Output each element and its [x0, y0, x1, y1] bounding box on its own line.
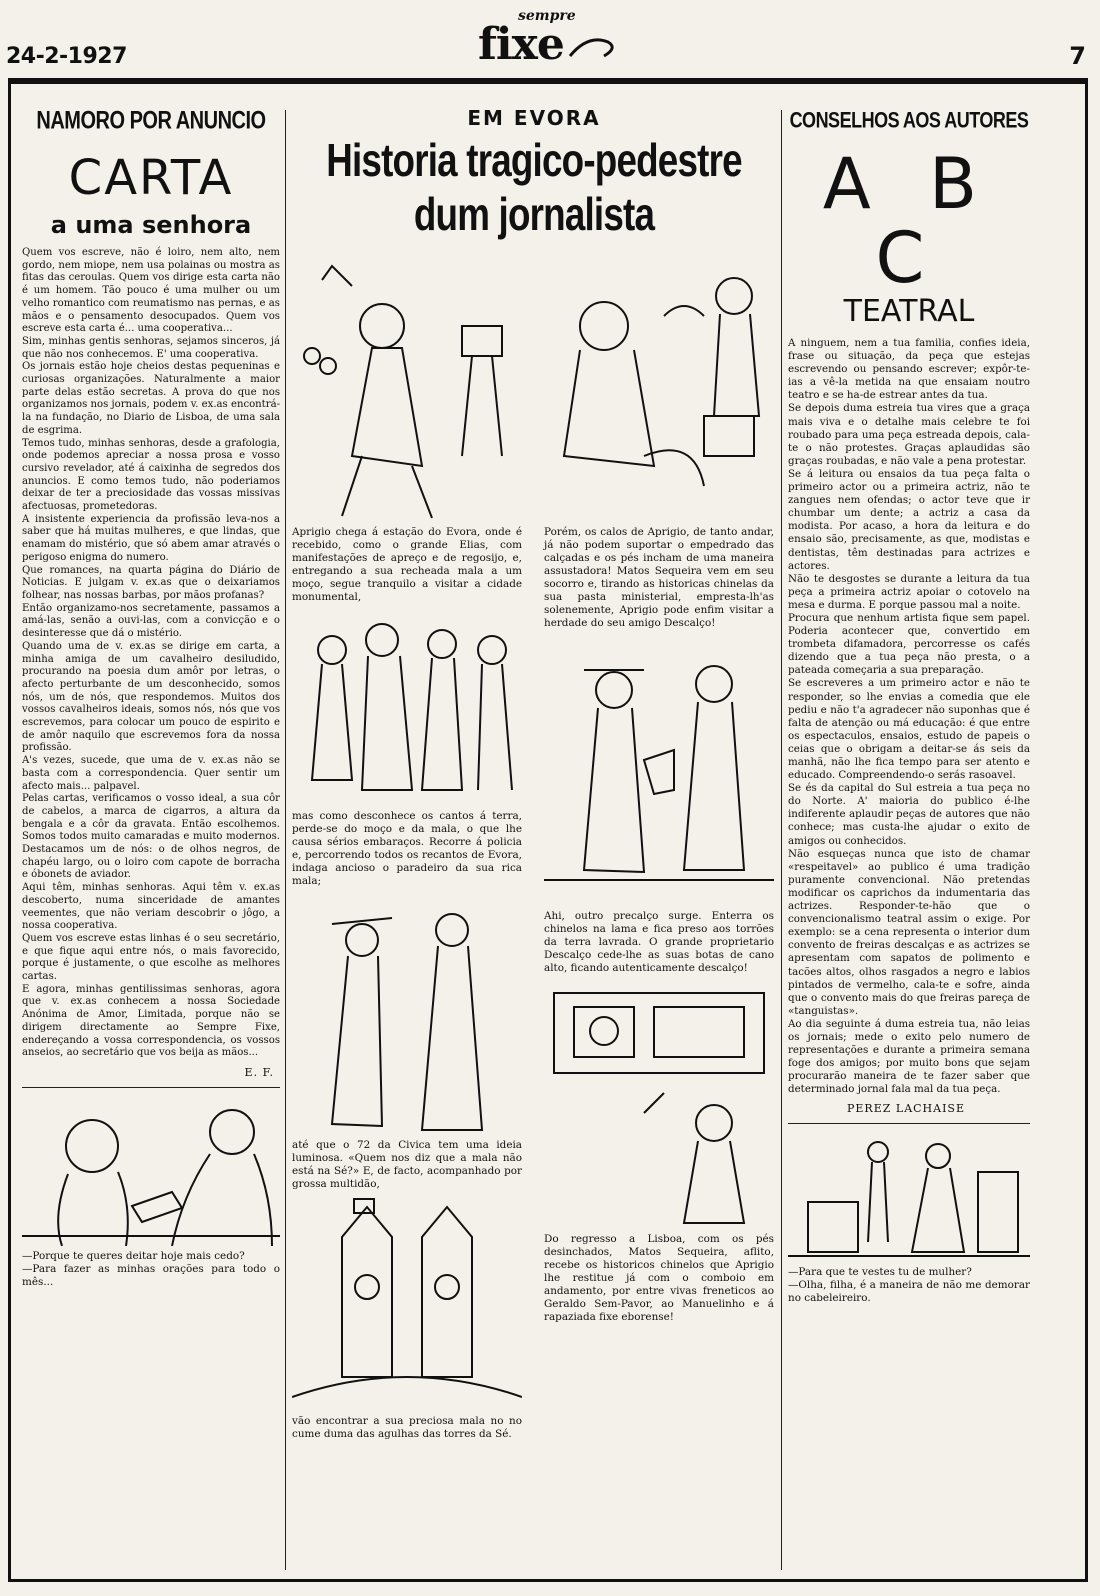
divider: [788, 1123, 1030, 1124]
masthead: [0, 0, 1100, 82]
comic-caption-4: vão encontrar a sua preciosa mala no no cume duma das agulhas das torres da Sé.: [292, 1415, 522, 1440]
page-number: 7: [1069, 42, 1086, 70]
right-signature: PEREZ LACHAISE: [847, 1102, 965, 1116]
comic-strip-right: [544, 256, 774, 1324]
dressing-room-cartoon: [788, 1132, 1030, 1262]
right-kicker: CONSELHOS AOS AUTORES: [789, 107, 1029, 133]
column-rule: [285, 110, 286, 1570]
right-cartoon-caption: —Para que te vestes tu de mulher? —Olha, filha, é a maneira de não me demorar no cabeleireiro.: [788, 1266, 1030, 1305]
left-column: [22, 96, 280, 1570]
left-cartoon-caption: —Porque te queres deitar hoje mais cedo? —Para fazer as minhas orações para todo o mês...: [22, 1250, 280, 1288]
cartoon-lost-luggage: [292, 610, 522, 810]
center-headline-line1: Historia tragico-pedestre: [326, 134, 742, 186]
bedroom-cartoon: [22, 1096, 280, 1246]
column-rule: [781, 110, 782, 1570]
comic-caption-7: Do regresso a Lisboa, com os pés desinchados, Matos Sequeira, aflito, recebe os historicos chinelos que Aprigio lhe restitue já com o comboio em andamento, por entre vivas freneticos ao Geraldo Sem-Pavor, ao Manuelinho e á rapaziada fixe eborense!: [544, 1233, 774, 1323]
left-article-body: Quem vos escreve, não é loiro, nem alto, nem gordo, nem miope, nem usa polainas ou mostra as fitas das ceroulas. Quem vos dirige esta carta não é um homem. Tão pouco é uma mulher ou um velho romantico com reumatismo nas pernas, e as mãos e o pensamento desocupados. Quem vos escreve esta carta é... uma cooperativa... Sim, minhas gentis senhoras, sejamos sinceros, já que não nos conhecemos. E' uma cooperativa. Os jornais estão hoje cheios destas pequeninas e curiosas organizações. Naturalmente a maior parte delas estão secretas. A prova do que nos organizamos nos jornais, podem v. ex.as encontrá-la na fundação, no Diario de Lisboa, de uma sala de esgrima. Temos tudo, minhas senhoras, desde a grafologia, onde podemos apreciar a nossa prosa e vosso cursivo revelador, até á caixinha de segredos dos anuncios. E como temos tudo, não poderiamos deixar de ter a preciosidade das vossas missivas afectuosas, prometedoras. A insistente experiencia da profissão leva-nos a saber que há muitas mulheres, e que lindas, que enamam do mistério, que só abem amar através o perigoso enigma do numero. Que romances, na quarta página do Diário de Noticias. E julgam v. ex.as que o deixariamos folhear, nas nossas barbas, por mãos profanas? Então organizamo-nos secretamente, passamos a amá-las, senão a ouvi-las, com a convicção e o desinteresse que dá o mistério. Quando uma de v. ex.as se dirige em carta, a minha amiga de um cavalheiro desiludido, procurando na poesia dum amôr por letras, o afecto perturbante de um desconhecido, somos nós, um de nós, que respondemos. Muitos dos vossos cavalheiros ideais, somos nós, nós que vos escrevemos, para colocar um pouco de espirito e de amôr naquilo que escrevemos fora da nossa profissão. A's vezes, sucede, que uma de v. ex.as não se basta com a correspondencia. Quer sentir um afecto mais... palpavel. Pelas cartas, verificamos o vosso ideal, a sua côr de cabelos, a marca de cigarros, a altura da bengala e a côr da gravata. Então escolhemos. Somos todos muito camaradas e muito modernos. Destacamos um de nós: o de olhos negros, de chapéu largo, ou o loiro com capote de borracha e óbonets de aviador. Aqui têm, minhas senhoras. Aqui têm v. ex.as descoberto, numa sinceridade de amantes veementes, que não veriam descobrir o jôgo, a nossa cooperativa. Quem vos escreve estas linhas é o seu secretário, e que fique aqui entre nós, o mais favorecido, porque é justamente, o que escolhe as melhores cartas. E agora, minhas gentilissimas senhoras, agora que v. ex.as conhecem a nossa Sociedade Anónima de Amor, Limitada, porque não se dirigem directamente ao Sempre Fixe, endereçando a vossa correspondencia, os vossos anseios, ao secretário que vos beija as mãos...: [22, 247, 280, 1059]
right-article-body: A ninguem, nem a tua familia, confies ideia, frase ou situação, da peça que estejas escrevendo ou pensando escrever; expôr-te-ias a vê-la metida na que ensaiam noutro teatro e se ha-de estrear antes da tua. Se depois duma estreia tua vires que a graça mais viva e o detalhe mais celebre te foi roubado para uma peça estreada depois, cala-te o não protestes. Graças aplaudidas são graças roubadas, e não vale a pena protestar. Se á leitura ou ensaios da tua peça falta o primeiro actor ou a primeira actriz, não te zangues nem ofendas; o actor teve que ir chumbar um dente; a actriz a casa da modista. Por acaso, a hora da leitura e do ensaio são, precisamente, as que, modistas e dentistas, têm destinadas para actrizes e actores. Não te desgostes se durante a leitura da tua peça a primeira actriz apoiar o cotovelo na mesa e durma. E porque passou mal a noite. Procura que nenhum artista fique sem papel. Poderia acontecer que, convertido em trombeta difamadora, percorresse os cafés dizendo que a tua peça não presta, o a pateada começaria a sua preparação. Se escreveres a um primeiro actor e não te responder, so lhe envias a comedia que ele pediu e não t'a agradecer não suponhas que é falta de atenção ou má educação: é que entre os espectaculos, ensaios, estudo de papeis o ceias que o obrigam a deitar-se ás seis da manhã, não lhe fica tempo para ser atento e educado. Compreendendo-o serás rasoavel. Se és da capital do Sul estreia a tua peça no do Norte. A' maioria do publico é-lhe indiferente aplaudir peças de autores que não conhece; mas custa-lhe ajudar o exito de amigos ou conhecidos. Não esqueças nunca que isto de chamar «respeitavel» ao publico é uma tradição puramente convencional. Não pretendas modificar os caprichos da indumentaria das actrizes. Responder-te-hão que o convencionalismo teatral assim o exige. Por exemplo: se a cena representa o interior dum convento de freiras descalças e as actrizes se apresentam com sapatos de polimento e tacões altos, olhos rasgados a negro e labios pintados de vermelho, cala-te e sofre, ainda que o convento mais do que freiras pareça de «tanguistas». Ao dia seguinte á duma estreia tua, não leias os jornais; mede o exito pelo numero de representações e durante a primeira semana foge dos amigos; por muito bons que sejam procurarão maneira de te fazer saber que determinado jornal fala mal da tua peça.: [788, 337, 1030, 1096]
cartoon-police-search: [292, 894, 522, 1139]
comic-caption-1: Aprigio chega á estação do Evora, onde é recebido, como o grande Elias, com manifestações de apreço e de regosijo, e, entregando a sua recheada mala a um moço, segue tranquilo a visitar a cidade monumental,: [292, 526, 522, 603]
center-column: [292, 96, 776, 1570]
cartoon-arrival-station: [292, 256, 522, 526]
right-column: [788, 96, 1030, 1570]
logo-sempre: sempre: [518, 8, 576, 24]
left-title: CARTA: [68, 150, 234, 206]
comic-caption-3: até que o 72 da Civica tem uma ideia luminosa. «Quem nos diz que a mala não está na Sé?» E, de facto, acompanhado por grossa multidão,: [292, 1139, 522, 1190]
comic-caption-5: Porém, os calos de Aprigio, de tanto andar, já não podem suportar o empedrado das calçadas e os pés incham de uma maneira assustadora! Matos Sequeira vem em seu socorro e, tirando as historicas chinelas da sua pasta ministerial, empresta-lh'as solenemente, Aprigio pode enfim visitar a herdade do seu amigo Descalço!: [544, 526, 774, 629]
cartoon-cathedral-towers: [292, 1197, 522, 1415]
cartoon-train-departure: [544, 983, 774, 1233]
comic-strip-left: [292, 256, 522, 1441]
right-title: A B C: [822, 143, 996, 299]
divider: [22, 1087, 280, 1088]
sempre-fixe-logo: [478, 8, 618, 68]
logo-fixe: fixe: [478, 19, 564, 70]
issue-date: 24-2-1927: [6, 44, 127, 69]
left-subtitle: a uma senhora: [50, 211, 252, 239]
logo-swash-icon: [568, 34, 618, 64]
cartoon-boots-exchange: [544, 640, 774, 910]
left-kicker: NAMORO POR ANUNCIO: [36, 107, 266, 135]
center-headline-line2: dum jornalista: [413, 188, 655, 240]
right-subtitle: TEATRAL: [843, 294, 975, 329]
left-signature: E. F.: [244, 1066, 274, 1079]
comic-caption-2: mas como desconhece os cantos á terra, perde-se do moço e da mala, o que lhe causa sérios embaraços. Recorre á policia e, percorrendo todos os recantos de Evora, indaga ancioso o paradeiro da sua rica mala;: [292, 810, 522, 887]
center-kicker: EM EVORA: [467, 106, 601, 130]
comic-caption-6: Ahi, outro precalço surge. Enterra os chinelos na lama e fica preso aos torrões da terra lavrada. O grande proprietario Descalço cede-lhe as suas botas de cano alto, ficando autenticamente descalço!: [544, 910, 774, 974]
cartoon-slippers-offered: [544, 256, 774, 526]
